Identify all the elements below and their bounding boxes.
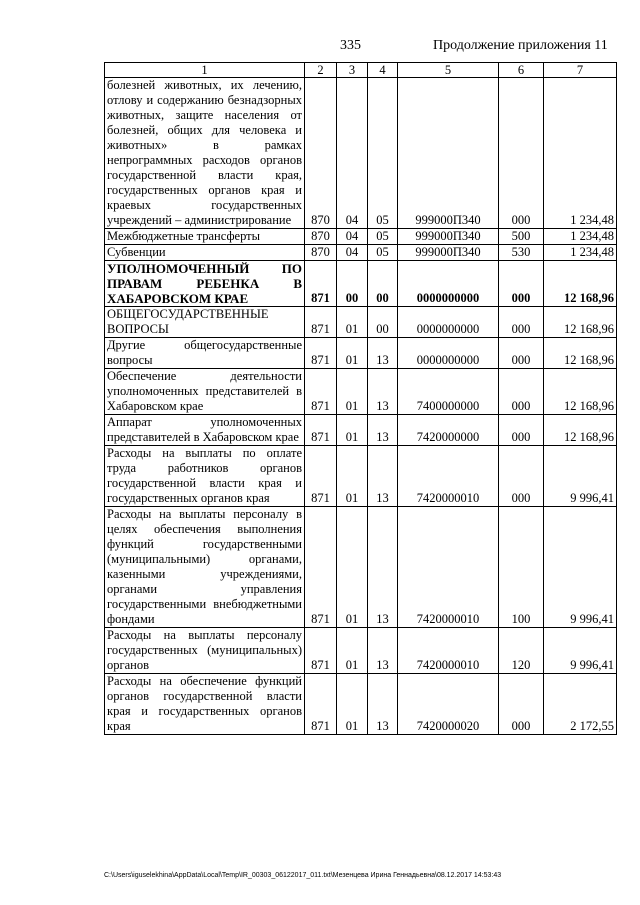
ministry-code-cell: 871 [305,674,337,735]
ministry-code-cell: 871 [305,338,337,369]
target-code-cell: 7420000010 [398,446,499,507]
amount-cell: 2 172,55 [544,674,617,735]
row-name-cell: Обеспечение деятельности уполномоченных представителей в Хабаровском крае [105,369,305,415]
target-code-cell: 0000000000 [398,338,499,369]
amount-cell: 12 168,96 [544,261,617,307]
target-code-cell: 999000П340 [398,245,499,261]
table-row [105,261,617,307]
subsection-code-cell: 05 [368,78,398,229]
expense-type-cell: 000 [499,338,544,369]
subsection-code-cell: 13 [368,446,398,507]
subsection-code-cell: 05 [368,229,398,245]
section-code-cell: 04 [337,245,368,261]
subsection-code-cell: 13 [368,369,398,415]
section-code-cell: 01 [337,446,368,507]
ministry-code-cell: 871 [305,507,337,628]
amount-cell: 12 168,96 [544,415,617,446]
table-row [105,78,617,229]
expense-type-cell: 000 [499,261,544,307]
page-number: 335 [340,38,361,53]
target-code-cell: 7420000010 [398,507,499,628]
row-name-cell: Аппарат уполномоченных представителей в Хабаровском крае [105,415,305,446]
section-code-cell: 01 [337,628,368,674]
amount-cell: 1 234,48 [544,229,617,245]
row-name-cell: Расходы на выплаты по оплате труда работников органов государственной власти края и государственных органов края [105,446,305,507]
table-row [105,338,617,369]
column-header: 7 [544,63,617,78]
expense-type-cell: 530 [499,245,544,261]
row-name-cell: Расходы на обеспечение функций органов государственной власти края и государственных органов края [105,674,305,735]
section-code-cell: 04 [337,229,368,245]
appendix-caption: Продолжение приложения 11 [433,38,608,53]
section-code-cell: 00 [337,261,368,307]
expense-type-cell: 000 [499,307,544,338]
amount-cell: 12 168,96 [544,338,617,369]
row-name-cell: Расходы на выплаты персоналу государственных (муниципальных) органов [105,628,305,674]
table-row [105,507,617,628]
amount-cell: 9 996,41 [544,446,617,507]
row-name-cell: Расходы на выплаты персоналу в целях обеспечения выполнения функций государственными (муниципальными) органами, казенными учреждениями, органами управления государственными внебюджетными фондами [105,507,305,628]
subsection-code-cell: 00 [368,307,398,338]
table-row [105,307,617,338]
budget-table [104,62,617,735]
section-code-cell: 04 [337,78,368,229]
table-row [105,229,617,245]
expense-type-cell: 000 [499,78,544,229]
ministry-code-cell: 871 [305,369,337,415]
section-code-cell: 01 [337,415,368,446]
target-code-cell: 7420000010 [398,628,499,674]
column-header: 4 [368,63,398,78]
ministry-code-cell: 871 [305,261,337,307]
amount-cell: 9 996,41 [544,628,617,674]
ministry-code-cell: 871 [305,415,337,446]
target-code-cell: 0000000000 [398,307,499,338]
row-name-cell: Другие общегосударственные вопросы [105,338,305,369]
expense-type-cell: 100 [499,507,544,628]
table-row [105,674,617,735]
target-code-cell: 7400000000 [398,369,499,415]
subsection-code-cell: 13 [368,628,398,674]
table-row [105,369,617,415]
ministry-code-cell: 870 [305,229,337,245]
subsection-code-cell: 13 [368,507,398,628]
expense-type-cell: 000 [499,446,544,507]
amount-cell: 1 234,48 [544,245,617,261]
section-code-cell: 01 [337,674,368,735]
amount-cell: 12 168,96 [544,369,617,415]
target-code-cell: 7420000020 [398,674,499,735]
expense-type-cell: 120 [499,628,544,674]
subsection-code-cell: 05 [368,245,398,261]
column-header: 6 [499,63,544,78]
table-row [105,415,617,446]
row-name-cell: болезней животных, их лечению, отлову и содержанию безнадзорных животных, защите населения от болезней, общих для человека и животных» в рамках непрограммных расходов органов государственной власти края, государственных органов края и краевых государственных учреждений – администрирование [105,78,305,229]
target-code-cell: 0000000000 [398,261,499,307]
table-row [105,628,617,674]
row-name-cell: УПОЛНОМОЧЕННЫЙ ПО ПРАВАМ РЕБЕНКА В ХАБАРОВСКОМ КРАЕ [105,261,305,307]
ministry-code-cell: 870 [305,245,337,261]
subsection-code-cell: 13 [368,338,398,369]
subsection-code-cell: 13 [368,674,398,735]
subsection-code-cell: 13 [368,415,398,446]
column-header: 2 [305,63,337,78]
target-code-cell: 999000П340 [398,78,499,229]
amount-cell: 1 234,48 [544,78,617,229]
column-header: 3 [337,63,368,78]
section-code-cell: 01 [337,369,368,415]
target-code-cell: 999000П340 [398,229,499,245]
amount-cell: 12 168,96 [544,307,617,338]
expense-type-cell: 000 [499,369,544,415]
expense-type-cell: 500 [499,229,544,245]
expense-type-cell: 000 [499,415,544,446]
target-code-cell: 7420000000 [398,415,499,446]
expense-type-cell: 000 [499,674,544,735]
subsection-code-cell: 00 [368,261,398,307]
ministry-code-cell: 871 [305,628,337,674]
ministry-code-cell: 871 [305,446,337,507]
row-name-cell: Субвенции [105,245,305,261]
ministry-code-cell: 871 [305,307,337,338]
footer-path: C:\Users\iguselekhina\AppData\Local\Temp\IR_00303_06122017_011.txt\Мезенцева Ирина Геннадьевна\08.12.2017 14:53:43 [104,872,502,879]
header-row [105,63,617,78]
row-name-cell: ОБЩЕГОСУДАРСТВЕННЫЕ ВОПРОСЫ [105,307,305,338]
section-code-cell: 01 [337,338,368,369]
table-row [105,245,617,261]
amount-cell: 9 996,41 [544,507,617,628]
table-row [105,446,617,507]
ministry-code-cell: 870 [305,78,337,229]
column-header: 1 [105,63,305,78]
section-code-cell: 01 [337,507,368,628]
section-code-cell: 01 [337,307,368,338]
row-name-cell: Межбюджетные трансферты [105,229,305,245]
column-header: 5 [398,63,499,78]
